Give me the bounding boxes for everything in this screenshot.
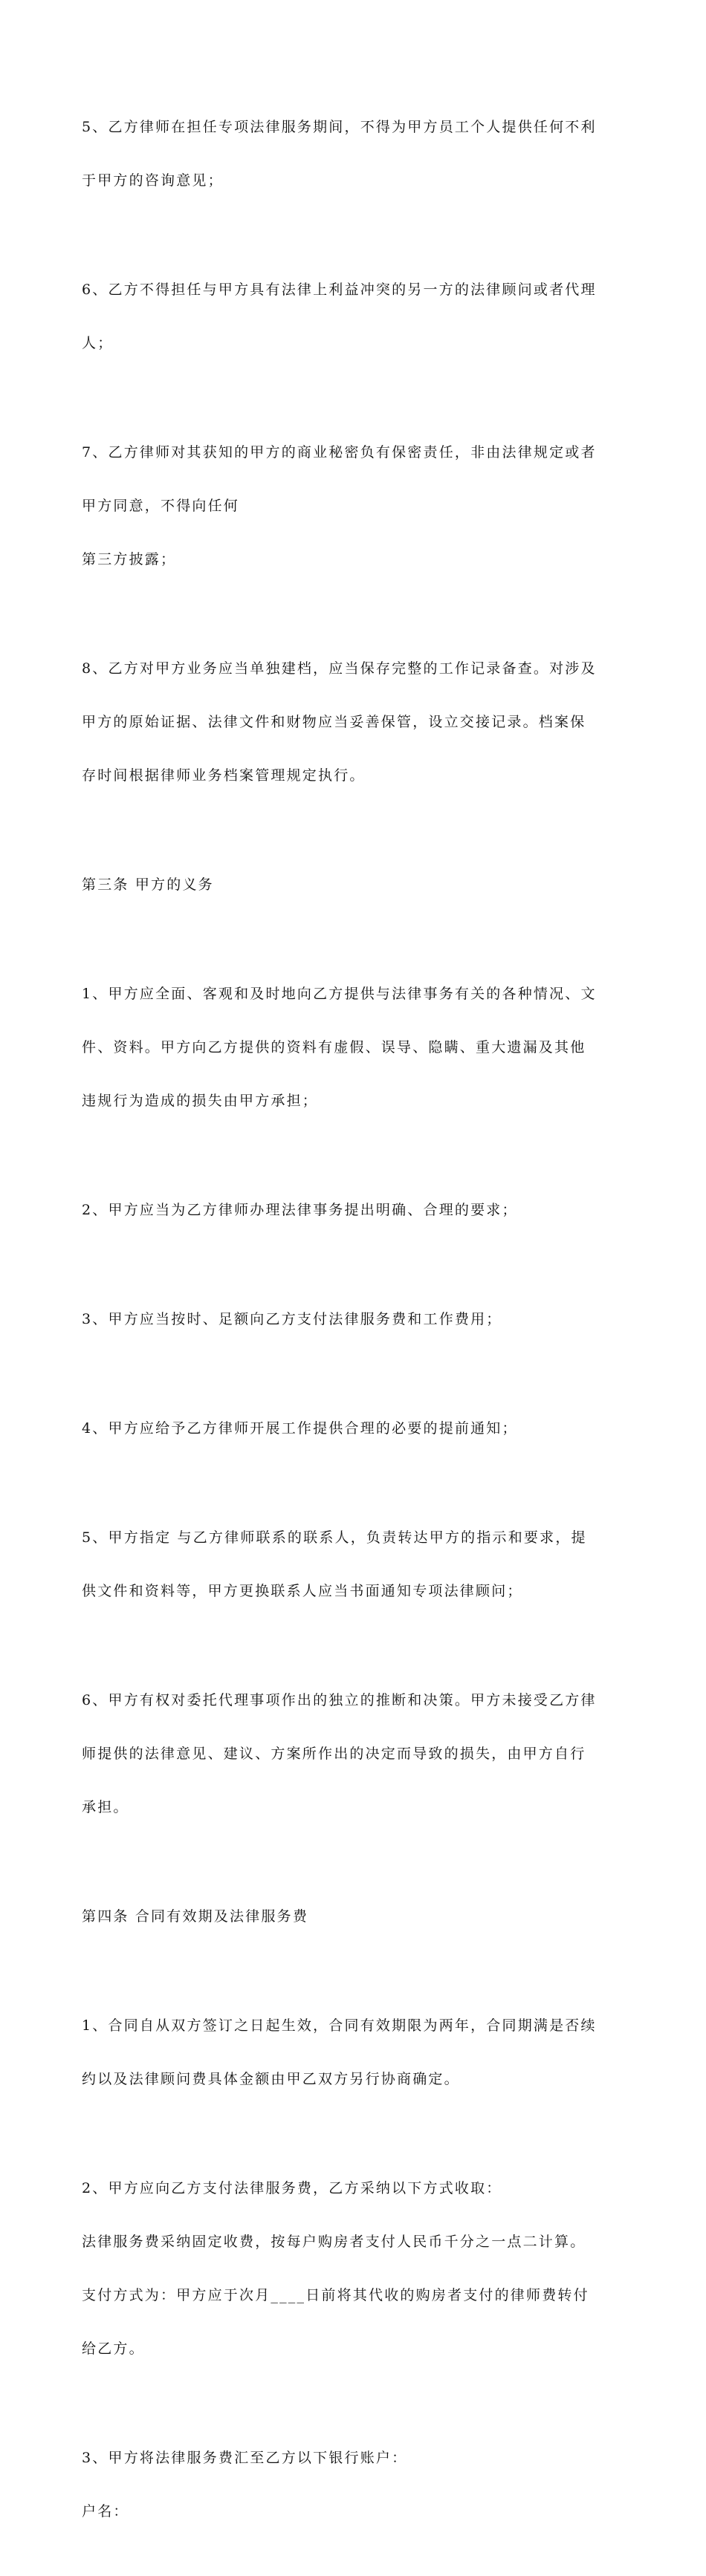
clause-3-item-5 <box>82 1493 624 1636</box>
text-line: 6、乙方不得担任与甲方具有法律上利益冲突的另一方的法律顾问或者代理 <box>82 282 597 298</box>
section-heading-article-3 <box>82 840 624 929</box>
clause-3-item-2 <box>82 1165 624 1255</box>
text-line: 给乙方。 <box>82 2341 145 2357</box>
text-line: 2、甲方应当为乙方律师办理法律事务提出明确、合理的要求； <box>82 1202 518 1218</box>
text-line: 师提供的法律意见、建议、方案所作出的决定而导致的损失，由甲方自行 <box>82 1746 586 1762</box>
clause-2-item-8 <box>82 624 624 820</box>
text-line: 1、甲方应全面、客观和及时地向乙方提供与法律事务有关的各种情况、文 <box>82 986 597 1002</box>
clause-4-item-1 <box>82 1981 624 2124</box>
text-line: 于甲方的咨询意见； <box>82 172 224 189</box>
clause-3-item-6 <box>82 1656 624 1852</box>
text-line: 违规行为造成的损失由甲方承担； <box>82 1093 319 1109</box>
clause-2-item-5 <box>82 82 624 225</box>
text-line: 3、甲方应当按时、足额向乙方支付法律服务费和工作费用； <box>82 1311 502 1327</box>
clause-3-item-4 <box>82 1384 624 1473</box>
text-line: 3、甲方将法律服务费汇至乙方以下银行账户： <box>82 2450 408 2466</box>
text-line: 2、甲方应向乙方支付法律服务费，乙方采纳以下方式收取： <box>82 2180 502 2196</box>
text-line: 承担。 <box>82 1799 129 1815</box>
text-line: 件、资料。甲方向乙方提供的资料有虚假、误导、隐瞒、重大遗漏及其他 <box>82 1039 586 1056</box>
text-line: 支付方式为：甲方应于次月____日前将其代收的购房者支付的律师费转付 <box>82 2287 589 2303</box>
text-line: 人； <box>82 335 114 351</box>
document-page <box>82 82 624 2576</box>
section-heading-article-4 <box>82 1872 624 1961</box>
text-line: 7、乙方律师对其获知的甲方的商业秘密负有保密责任，非由法律规定或者 <box>82 444 597 461</box>
text-line: 5、乙方律师在担任专项法律服务期间，不得为甲方员工个人提供任何不利 <box>82 119 597 135</box>
text-line: 甲方的原始证据、法律文件和财物应当妥善保管，设立交接记录。档案保 <box>82 714 586 730</box>
clause-2-item-6 <box>82 245 624 388</box>
text-line: 6、甲方有权对委托代理事项作出的独立的推断和决策。甲方未接受乙方律 <box>82 1692 597 1708</box>
text-line: 4、甲方应给予乙方律师开展工作提供合理的必要的提前通知； <box>82 1420 518 1437</box>
text-line: 1、合同自从双方签订之日起生效，合同有效期限为两年，合同期满是否续 <box>82 2017 597 2034</box>
text-line: 5、甲方指定 与乙方律师联系的联系人，负责转达甲方的指示和要求，提 <box>82 1529 587 1546</box>
text-line: 法律服务费采纳固定收费，按每户购房者支付人民币千分之一点二计算。 <box>82 2234 586 2250</box>
text-line: 供文件和资料等，甲方更换联系人应当书面通知专项法律顾问； <box>82 1583 523 1599</box>
text-line: 约以及法律顾问费具体金额由甲乙双方另行协商确定。 <box>82 2071 460 2087</box>
clause-3-item-1 <box>82 949 624 1145</box>
text-line: 户名： <box>82 2503 129 2520</box>
clause-4-item-3 <box>82 2413 624 2556</box>
text-line: 8、乙方对甲方业务应当单独建档，应当保存完整的工作记录备查。对涉及 <box>82 660 597 677</box>
text-line: 第三方披露； <box>82 551 177 567</box>
text-line: 存时间根据律师业务档案管理规定执行。 <box>82 767 366 784</box>
section-heading: 第三条 甲方的义务 <box>82 876 214 893</box>
clause-2-item-7 <box>82 408 624 604</box>
clause-3-item-3 <box>82 1275 624 1364</box>
section-heading: 第四条 合同有效期及法律服务费 <box>82 1908 309 1925</box>
clause-4-item-2 <box>82 2144 624 2393</box>
text-line: 甲方同意，不得向任何 <box>82 498 240 514</box>
